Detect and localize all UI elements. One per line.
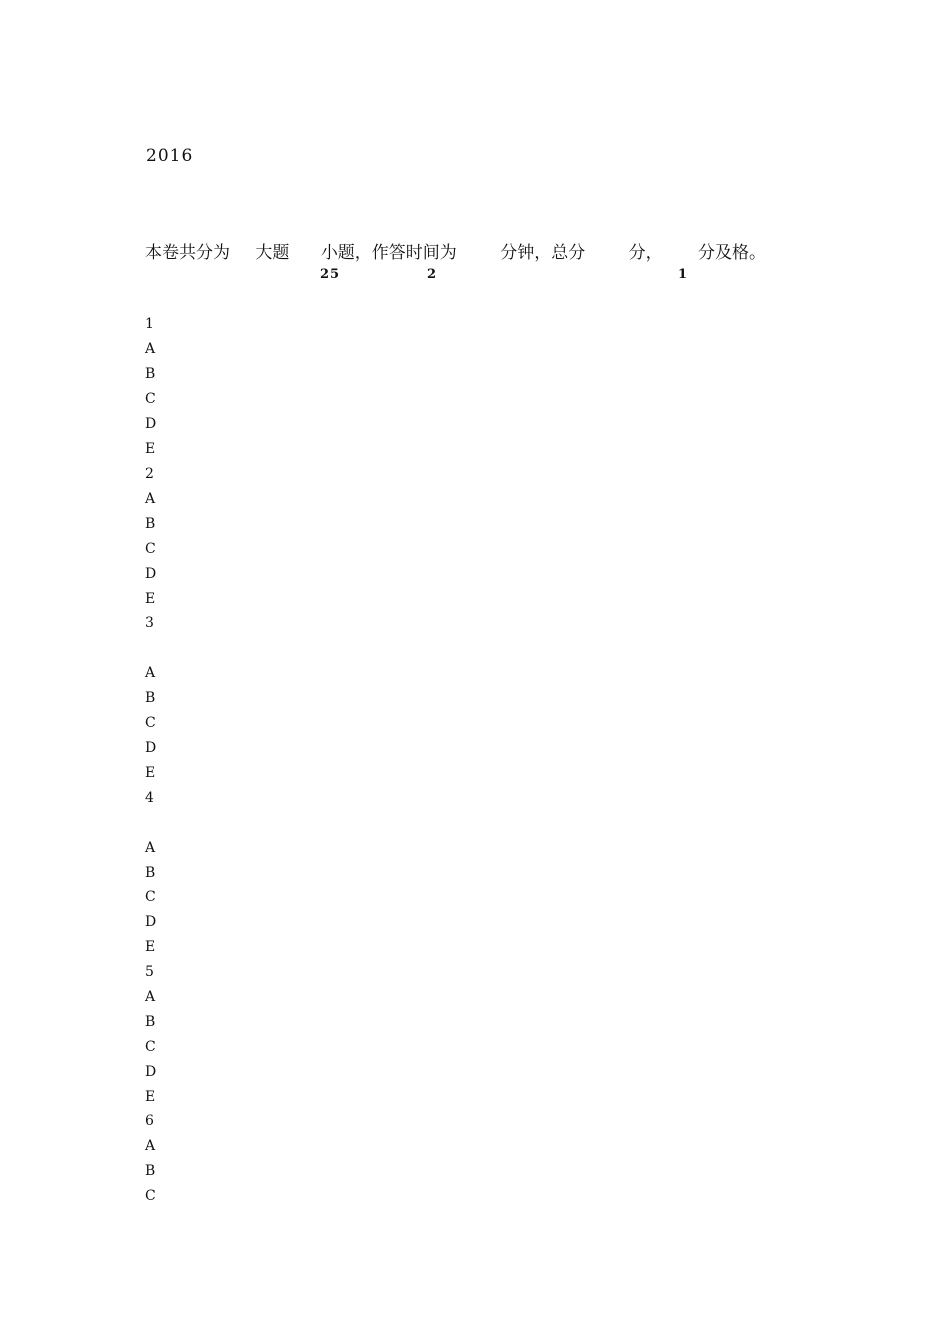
question-line: B (145, 366, 157, 382)
intro-part-4: 分钟，总分 (500, 243, 586, 263)
question-line: B (145, 516, 157, 532)
question-line: E (145, 441, 157, 457)
question-line: 5 (145, 964, 155, 980)
question-line: B (145, 1163, 157, 1179)
question-line: E (145, 1089, 157, 1105)
intro-part-2: 大题 (255, 243, 290, 263)
intro-part-1: 本卷共分为 (145, 243, 230, 263)
question-line: C (145, 541, 157, 557)
section-part-d (678, 267, 688, 282)
question-line: E (145, 765, 157, 781)
section-part-b (320, 267, 340, 282)
question-line: 3 (145, 615, 155, 631)
question-line: B (145, 1014, 157, 1030)
question-line: C (145, 715, 157, 731)
question-line: D (145, 914, 158, 930)
intro-part-3: 小题，作答时间为 (320, 243, 457, 263)
question-line: 4 (145, 790, 155, 806)
question-line: B (145, 865, 157, 881)
question-line: 6 (145, 1113, 155, 1129)
exam-intro (145, 238, 766, 263)
intro-part-5: 分， (628, 243, 663, 263)
question-line: C (145, 1188, 157, 1204)
question-line: D (145, 1064, 158, 1080)
question-line: A (145, 1138, 157, 1154)
document-title: 2016 (146, 146, 194, 166)
section-score: 2 (427, 267, 438, 282)
question-line: A (145, 840, 157, 856)
section-part-c (427, 267, 437, 282)
question-line: E (145, 591, 157, 607)
question-line: A (145, 989, 157, 1005)
question-line: D (145, 416, 158, 432)
question-line: A (145, 341, 157, 357)
intro-part-6: 分及格。 (698, 243, 767, 263)
question-line: E (145, 939, 157, 955)
question-line: C (145, 889, 157, 905)
question-line: 1 (145, 316, 155, 332)
section-count: 25 (320, 267, 341, 282)
section-option-count: 1 (678, 267, 689, 282)
question-line: D (145, 740, 158, 756)
question-line: 2 (145, 466, 155, 482)
question-line: C (145, 1039, 157, 1055)
question-line: B (145, 690, 157, 706)
question-line: D (145, 566, 158, 582)
question-line: C (145, 391, 157, 407)
question-line: A (145, 665, 157, 681)
question-line: A (145, 491, 157, 507)
